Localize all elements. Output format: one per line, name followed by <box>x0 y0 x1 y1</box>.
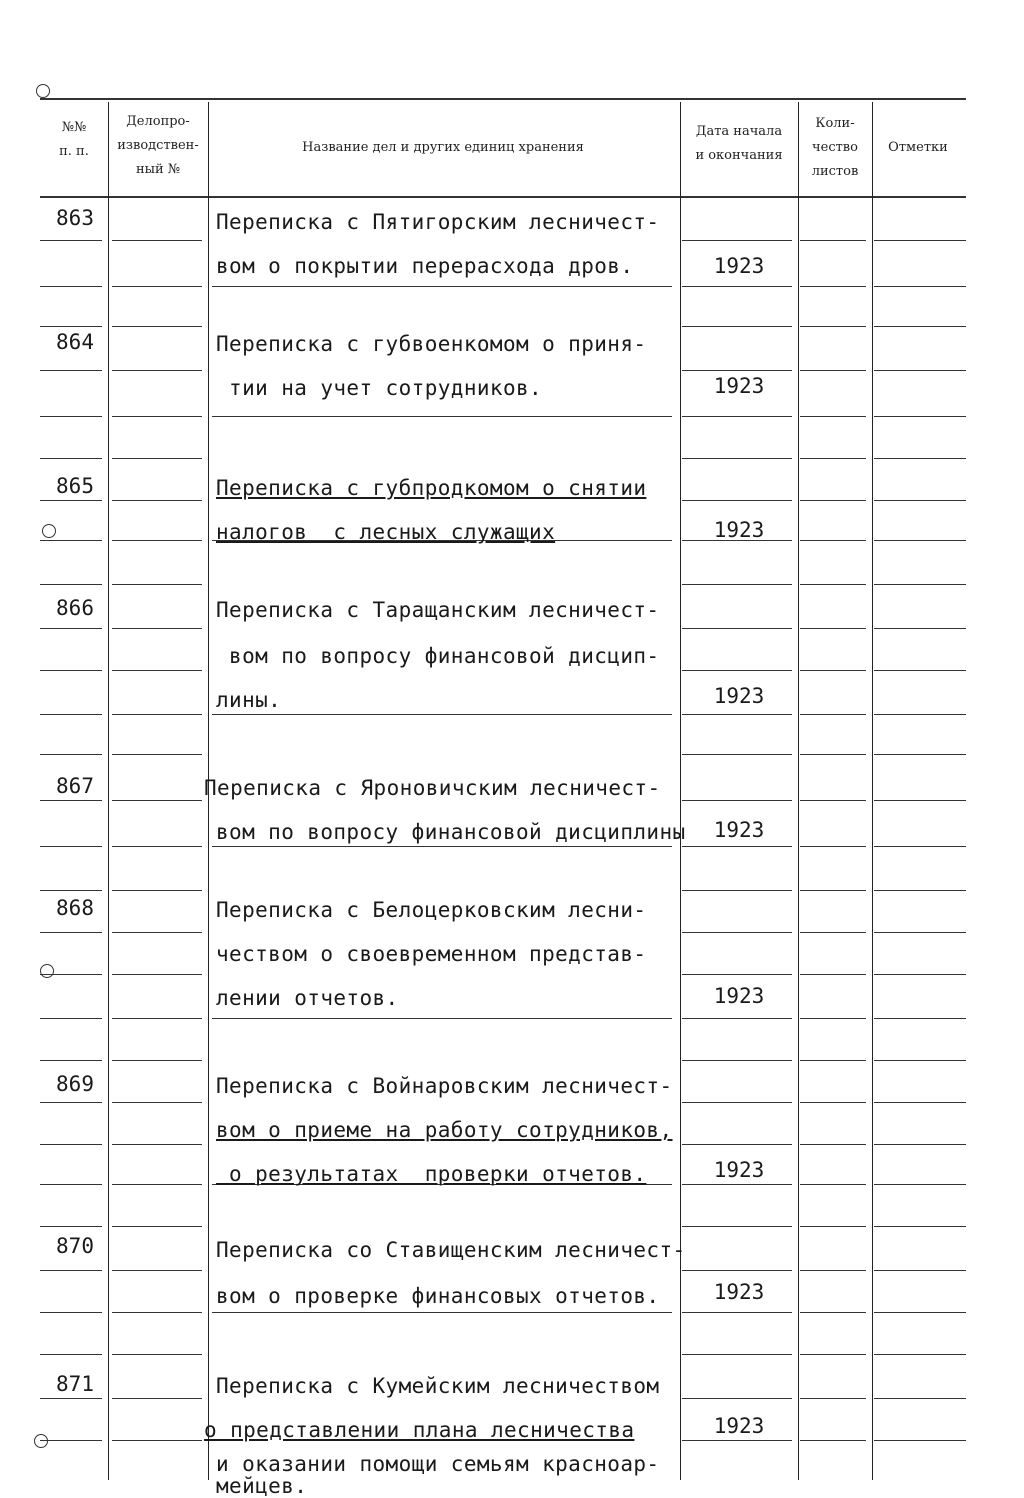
ruled-line <box>800 714 866 715</box>
ruled-line <box>112 714 202 715</box>
entry-title-line: Переписка с губпродкомом о снятии <box>216 476 647 500</box>
ruled-line <box>682 628 792 629</box>
ruled-line <box>40 800 102 801</box>
ruled-line <box>112 628 202 629</box>
ruled-line <box>800 1226 866 1227</box>
ruled-line <box>40 714 102 715</box>
ruled-line <box>800 754 866 755</box>
ruled-line <box>112 326 202 327</box>
ruled-line <box>682 846 792 847</box>
ruled-line <box>40 196 966 198</box>
ruled-line <box>874 240 966 241</box>
entry-number: 868 <box>56 896 94 920</box>
ruled-line <box>682 416 792 417</box>
ruled-line <box>800 1312 866 1313</box>
ruled-line <box>682 584 792 585</box>
entry-title-line: Переписка с Пятигорским лесничест- <box>216 210 660 234</box>
entry-title-line: Переписка со Ставищенским лесничест- <box>216 1238 686 1262</box>
entry-title-line: лении отчетов. <box>216 986 399 1010</box>
column-divider <box>872 102 873 1480</box>
ruled-line <box>682 240 792 241</box>
ruled-line <box>800 1060 866 1061</box>
ruled-line <box>112 974 202 975</box>
ruled-line <box>874 500 966 501</box>
entry-title-line: вом о покрытии перерасхода дров. <box>216 254 634 278</box>
ruled-line <box>874 370 966 371</box>
ruled-line <box>800 1270 866 1271</box>
entry-date: 1923 <box>713 1158 765 1182</box>
ruled-line <box>874 1398 966 1399</box>
ruled-line <box>212 286 672 287</box>
header-col-docnum-line: изводствен- <box>117 138 199 153</box>
ruled-line <box>800 846 866 847</box>
ruled-line <box>682 1018 792 1019</box>
ruled-line <box>112 1226 202 1227</box>
entry-number: 864 <box>56 330 94 354</box>
header-col-notes: Отметки <box>888 140 948 155</box>
ruled-line <box>112 240 202 241</box>
entry-date: 1923 <box>713 818 765 842</box>
ruled-line <box>874 1102 966 1103</box>
ruled-line <box>874 800 966 801</box>
ruled-line <box>682 932 792 933</box>
ruled-line <box>682 670 792 671</box>
entry-title-line: Переписка с Белоцерковским лесни- <box>216 898 647 922</box>
ruled-line <box>874 1270 966 1271</box>
header-col-count-line: Коли- <box>815 116 855 131</box>
entry-date: 1923 <box>713 254 765 278</box>
entry-title-line: о представлении плана лесничества <box>204 1418 635 1442</box>
ruled-line <box>212 416 672 417</box>
ruled-line <box>112 754 202 755</box>
binding-hole-mark <box>36 84 50 98</box>
ruled-line <box>112 584 202 585</box>
header-col-number-line: п. п. <box>59 144 89 159</box>
ruled-line <box>800 800 866 801</box>
ruled-line <box>40 458 102 459</box>
ruled-line <box>682 286 792 287</box>
header-col-dates <box>680 120 798 168</box>
entry-number: 865 <box>56 474 94 498</box>
ruled-line <box>40 416 102 417</box>
ruled-line <box>682 1398 792 1399</box>
entry-title-line: налогов с лесных служащих <box>216 520 556 544</box>
ruled-line <box>800 1102 866 1103</box>
ruled-line <box>874 416 966 417</box>
ruled-line <box>40 670 102 671</box>
ruled-line <box>112 670 202 671</box>
ruled-line <box>800 500 866 501</box>
ruled-line <box>40 500 102 501</box>
ruled-line <box>40 890 102 891</box>
ruled-line <box>874 1060 966 1061</box>
ruled-line <box>40 1144 102 1145</box>
ruled-line <box>874 890 966 891</box>
ruled-line <box>212 1312 672 1313</box>
ruled-line <box>40 1312 102 1313</box>
entry-title-line: вом по вопросу финансовой дисцип- <box>216 644 660 668</box>
ruled-line <box>112 932 202 933</box>
entry-title-line: Переписка с Войнаровским лесничест- <box>216 1074 673 1098</box>
ruled-line <box>112 1018 202 1019</box>
ruled-line <box>800 670 866 671</box>
ruled-line <box>800 326 866 327</box>
entry-number: 863 <box>56 206 94 230</box>
ruled-line <box>682 1184 792 1185</box>
ruled-line <box>800 1354 866 1355</box>
ruled-line <box>40 932 102 933</box>
ruled-line <box>112 500 202 501</box>
ruled-line <box>874 1440 966 1441</box>
ruled-line <box>40 584 102 585</box>
entry-title-line: Переписка с Яроновичским лесничест- <box>204 776 661 800</box>
ruled-line <box>874 628 966 629</box>
ruled-line <box>40 540 102 541</box>
ruled-line <box>112 370 202 371</box>
entry-title-line: мейцев. <box>216 1474 308 1498</box>
ruled-line <box>874 932 966 933</box>
ruled-line <box>40 1018 102 1019</box>
ruled-line <box>112 1060 202 1061</box>
ruled-line <box>40 326 102 327</box>
entry-title-line: и оказании помощи семьям красноар- <box>216 1452 660 1476</box>
ruled-line <box>874 1184 966 1185</box>
header-col-count-line: чество <box>812 140 858 155</box>
ruled-line <box>874 1226 966 1227</box>
header-col-number-line: №№ <box>61 120 87 135</box>
ruled-line <box>800 540 866 541</box>
ruled-line <box>800 584 866 585</box>
ruled-line <box>112 1354 202 1355</box>
ruled-line <box>112 540 202 541</box>
entry-title-line: вом по вопросу финансовой дисциплины <box>216 820 686 844</box>
ruled-line <box>874 754 966 755</box>
column-divider <box>798 102 799 1480</box>
ruled-line <box>40 1226 102 1227</box>
ruled-line <box>874 1018 966 1019</box>
ruled-line <box>874 286 966 287</box>
header-col-title: Название дел и других единиц хранения <box>302 140 584 155</box>
entry-date: 1923 <box>713 984 765 1008</box>
ruled-line <box>800 932 866 933</box>
ruled-line <box>112 800 202 801</box>
entry-number: 869 <box>56 1072 94 1096</box>
ruled-line <box>682 500 792 501</box>
ruled-line <box>682 1312 792 1313</box>
ruled-line <box>682 890 792 891</box>
ruled-line <box>800 1018 866 1019</box>
ruled-line <box>800 890 866 891</box>
ruled-line <box>800 1144 866 1145</box>
ruled-line <box>874 540 966 541</box>
header-col-number <box>40 116 108 164</box>
ruled-line <box>112 286 202 287</box>
ruled-line <box>874 326 966 327</box>
ruled-line <box>800 370 866 371</box>
ruled-line <box>112 1270 202 1271</box>
ruled-line <box>800 974 866 975</box>
ruled-line <box>112 1144 202 1145</box>
ruled-line <box>800 286 866 287</box>
ruled-line <box>112 1398 202 1399</box>
entry-date: 1923 <box>713 1280 765 1304</box>
ruled-line <box>112 1184 202 1185</box>
entry-title-line: лины. <box>216 688 282 712</box>
ruled-line <box>874 458 966 459</box>
entry-number: 867 <box>56 774 94 798</box>
ruled-line <box>112 1102 202 1103</box>
entry-title-line: тии на учет сотрудников. <box>216 376 543 400</box>
ruled-line <box>40 98 966 100</box>
ruled-line <box>40 370 102 371</box>
header-col-count <box>798 112 872 184</box>
ruled-line <box>40 628 102 629</box>
entry-title-line: Переписка с Кумейским лесничеством <box>216 1374 660 1398</box>
ruled-line <box>682 754 792 755</box>
entry-date: 1923 <box>713 684 765 708</box>
header-col-count-line: листов <box>811 164 859 179</box>
ruled-line <box>40 846 102 847</box>
entry-title-line: Переписка с Таращанским лесничест- <box>216 598 660 622</box>
ruled-line <box>40 1398 102 1399</box>
header-col-dates-line: и окончания <box>695 148 783 163</box>
ruled-line <box>682 1226 792 1227</box>
ruled-line <box>40 1440 102 1441</box>
ruled-line <box>800 628 866 629</box>
ruled-line <box>874 584 966 585</box>
ruled-line <box>682 1102 792 1103</box>
header-col-dates-line: Дата начала <box>695 124 783 139</box>
ruled-line <box>112 1440 202 1441</box>
ruled-line <box>682 1354 792 1355</box>
column-divider <box>680 102 681 1480</box>
ruled-line <box>40 240 102 241</box>
ruled-line <box>682 714 792 715</box>
entry-title-line: вом о приеме на работу сотрудников, <box>216 1118 673 1142</box>
ruled-line <box>874 1312 966 1313</box>
entry-number: 866 <box>56 596 94 620</box>
entry-date: 1923 <box>713 518 765 542</box>
ruled-line <box>874 1144 966 1145</box>
ruled-line <box>800 416 866 417</box>
header-col-docnum <box>108 110 208 182</box>
header-col-docnum-line: Делопро- <box>126 114 190 129</box>
entry-title-line: Переписка с губвоенкомом о приня- <box>216 332 647 356</box>
ruled-line <box>682 1144 792 1145</box>
ruled-line <box>40 1270 102 1271</box>
ruled-line <box>112 1312 202 1313</box>
ruled-line <box>682 370 792 371</box>
ruled-line <box>40 1354 102 1355</box>
ruled-line <box>800 240 866 241</box>
ruled-line <box>682 800 792 801</box>
ruled-line <box>800 1440 866 1441</box>
ruled-line <box>40 1060 102 1061</box>
ruled-line <box>682 1440 792 1441</box>
entry-title-line: о результатах проверки отчетов. <box>216 1162 647 1186</box>
ruled-line <box>682 974 792 975</box>
ruled-line <box>40 1184 102 1185</box>
ruled-line <box>112 416 202 417</box>
binding-hole-mark <box>42 524 56 538</box>
entry-title-line: чеством о своевременном представ- <box>216 942 647 966</box>
ruled-line <box>40 286 102 287</box>
entry-number: 871 <box>56 1372 94 1396</box>
ruled-line <box>212 846 672 847</box>
binding-hole-mark <box>34 1434 48 1448</box>
ruled-line <box>682 1270 792 1271</box>
ruled-line <box>212 714 672 715</box>
ruled-line <box>682 458 792 459</box>
ruled-line <box>874 670 966 671</box>
ruled-line <box>112 458 202 459</box>
header-col-docnum-line: ный № <box>135 162 181 177</box>
ruled-line <box>800 1398 866 1399</box>
binding-hole-mark <box>40 964 54 978</box>
ruled-line <box>800 1184 866 1185</box>
ruled-line <box>874 974 966 975</box>
ruled-line <box>874 1354 966 1355</box>
ruled-line <box>874 846 966 847</box>
entry-number: 870 <box>56 1234 94 1258</box>
ruled-line <box>40 1102 102 1103</box>
entry-title-line: вом о проверке финансовых отчетов. <box>216 1284 660 1308</box>
ruled-line <box>212 1018 672 1019</box>
entry-date: 1923 <box>713 374 765 398</box>
ruled-line <box>40 754 102 755</box>
ruled-line <box>682 1060 792 1061</box>
ruled-line <box>112 890 202 891</box>
ruled-line <box>112 846 202 847</box>
entry-date: 1923 <box>713 1414 765 1438</box>
ruled-line <box>682 326 792 327</box>
ruled-line <box>800 458 866 459</box>
ruled-line <box>874 714 966 715</box>
